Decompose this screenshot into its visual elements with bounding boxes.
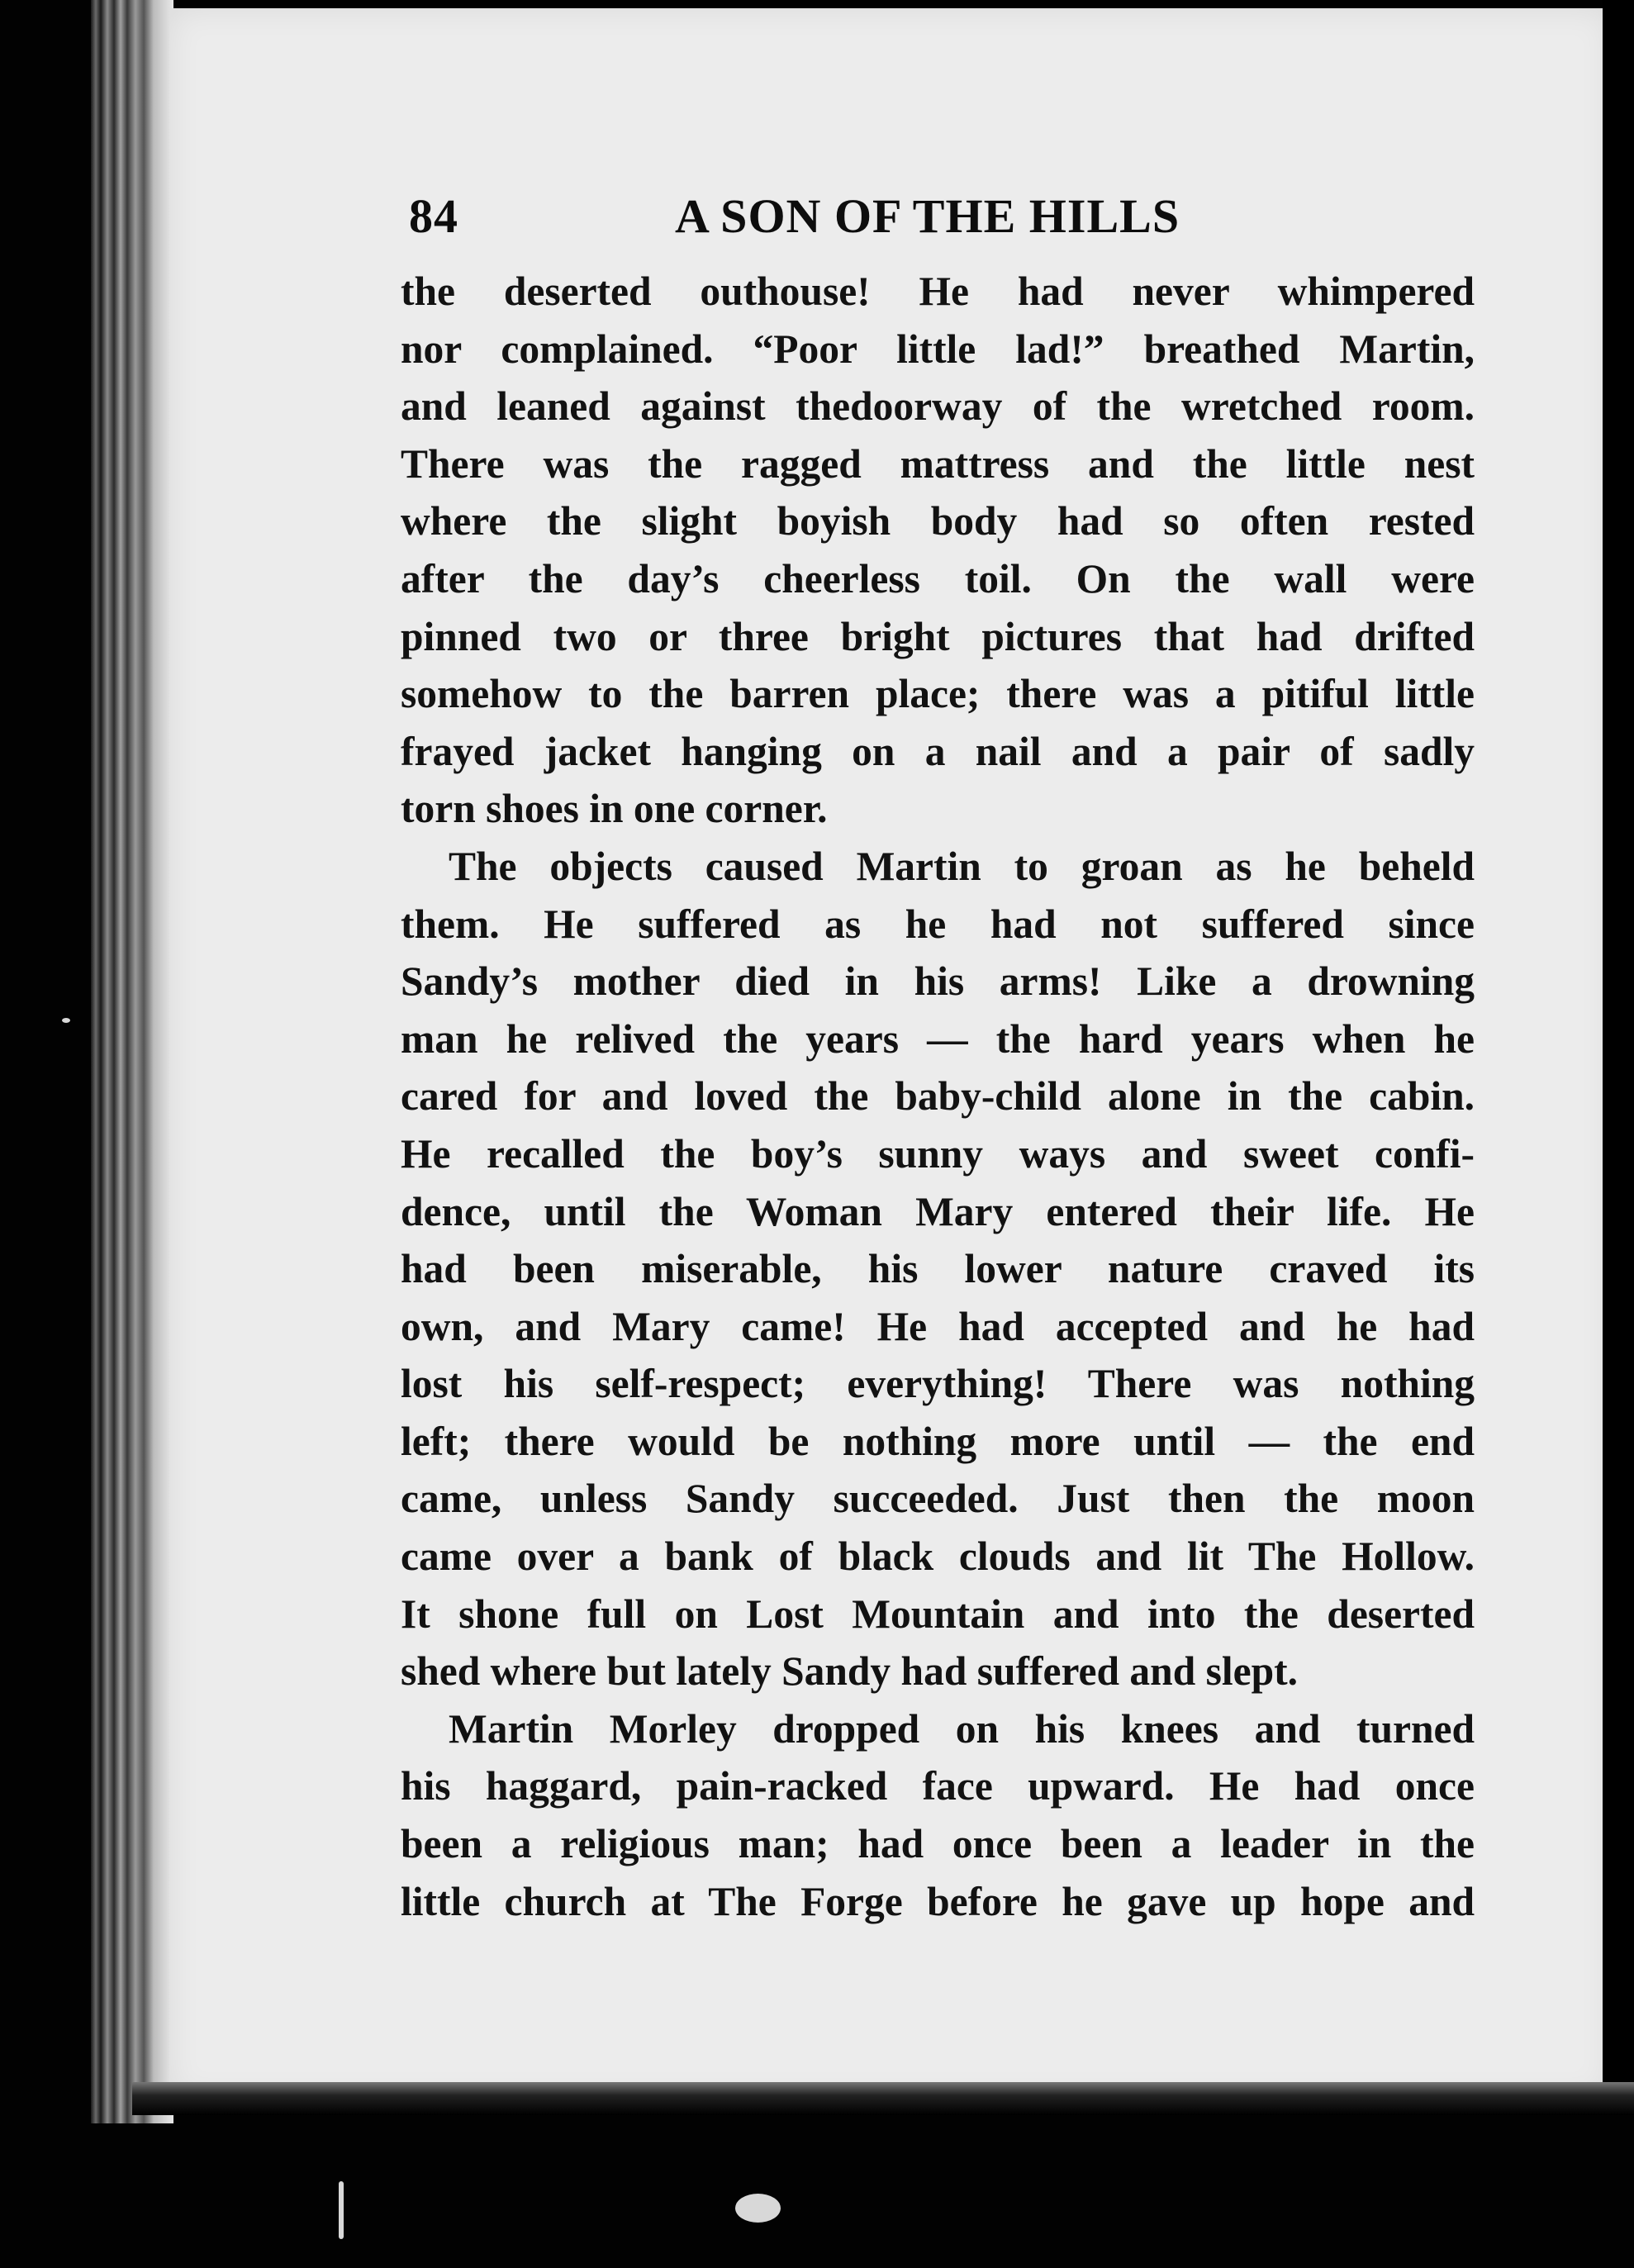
text-line: nor complained. “Poor little lad!” breathed Martin, (401, 326, 1475, 372)
running-title: A SON OF THE HILLS (675, 189, 1180, 243)
text-line: where the slight boyish body had so often rested (401, 498, 1475, 544)
text-line: after the day’s cheerless toil. On the wall were (401, 555, 1475, 601)
text-line: the deserted outhouse! He had never whimpered (401, 269, 1475, 314)
page-number: 84 (409, 189, 458, 243)
text-line: lost his self-respect; everything! There was nothing (401, 1361, 1475, 1407)
scan-speck (62, 1018, 70, 1023)
text-line: frayed jacket hanging on a nail and a pair of sadly (401, 728, 1475, 774)
text-line: own, and Mary came! He had accepted and he had (401, 1303, 1475, 1349)
scan-speck (339, 2181, 344, 2239)
body-text (401, 263, 1475, 1930)
text-line: came, unless Sandy succeeded. Just then the moon (401, 1476, 1475, 1522)
text-line: It shone full on Lost Mountain and into the deserted (401, 1590, 1475, 1637)
book-binding-edge (91, 0, 173, 2123)
text-line: shed where but lately Sandy had suffered and slept. (401, 1648, 1298, 1695)
text-line: little church at The Forge before he gave up hope and (401, 1878, 1475, 1924)
text-line: torn shoes in one corner. (401, 786, 828, 832)
text-line: been a religious man; had once been a leader in the (401, 1821, 1475, 1867)
text-line: Martin Morley dropped on his knees and turned (449, 1705, 1475, 1752)
text-line: and leaned against thedoorway of the wretched room. (401, 383, 1475, 430)
text-line: left; there would be nothing more until — the end (401, 1418, 1475, 1464)
text-line: came over a bank of black clouds and lit The Hollow. (401, 1533, 1475, 1580)
text-line: dence, until the Woman Mary entered their life. He (401, 1188, 1475, 1234)
text-line: his haggard, pain-racked face upward. He had once (401, 1763, 1475, 1809)
text-line: cared for and loved the baby-child alone in the cabin. (401, 1073, 1475, 1120)
scan-speck (735, 2194, 781, 2223)
text-line: man he relived the years — the hard years when he (401, 1015, 1475, 1062)
page-right-shadow (1603, 0, 1634, 2115)
text-line: Sandy’s mother died in his arms! Like a drowning (401, 958, 1475, 1005)
text-line: The objects caused Martin to groan as he beheld (449, 843, 1475, 889)
text-line: There was the ragged mattress and the little nest (401, 440, 1475, 487)
text-line: pinned two or three bright pictures that had drifted (401, 613, 1475, 659)
text-line: He recalled the boy’s sunny ways and sweet confi- (401, 1130, 1475, 1177)
page-bottom-shadow (132, 2082, 1634, 2115)
text-line: had been miserable, his lower nature craved its (401, 1246, 1475, 1292)
text-line: them. He suffered as he had not suffered since (401, 901, 1475, 947)
running-header (409, 188, 1235, 246)
text-line: somehow to the barren place; there was a pitiful little (401, 671, 1475, 717)
